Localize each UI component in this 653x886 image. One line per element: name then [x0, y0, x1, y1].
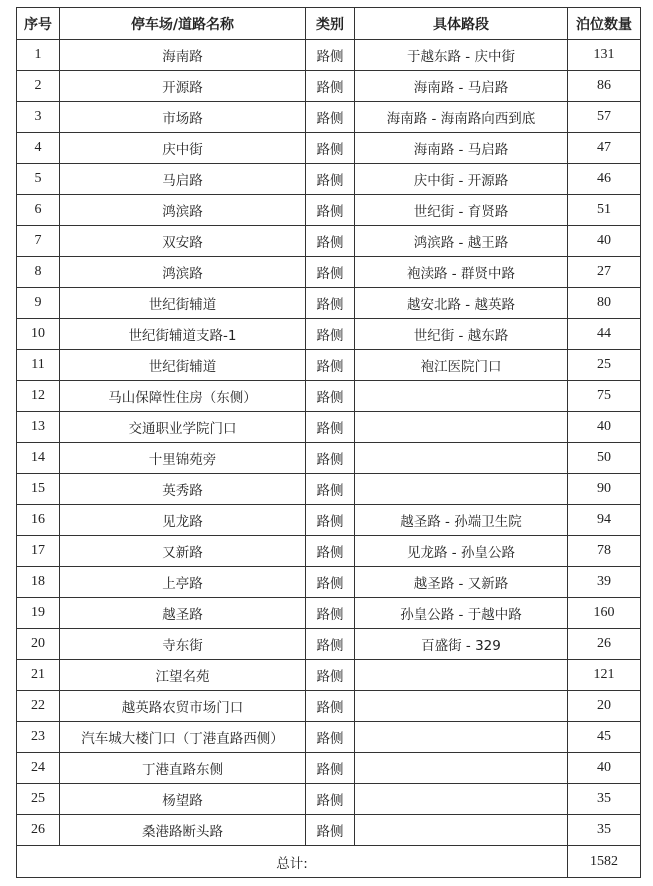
- cell-type: 路侧: [306, 753, 355, 784]
- cell-section: 袍江医院门口: [355, 350, 568, 381]
- cell-spaces: 27: [568, 257, 641, 288]
- cell-section: 世纪街 - 育贤路: [355, 195, 568, 226]
- cell-section: [355, 660, 568, 691]
- cell-spaces: 51: [568, 195, 641, 226]
- cell-index: 10: [17, 319, 60, 350]
- header-section: 具体路段: [355, 8, 568, 40]
- cell-spaces: 86: [568, 71, 641, 102]
- table-row: [17, 567, 641, 598]
- cell-index: 14: [17, 443, 60, 474]
- table-row: [17, 753, 641, 784]
- cell-index: 5: [17, 164, 60, 195]
- cell-section: 袍渎路 - 群贤中路: [355, 257, 568, 288]
- cell-section: 于越东路 - 庆中街: [355, 40, 568, 71]
- cell-section: 鸿滨路 - 越王路: [355, 226, 568, 257]
- cell-name: 又新路: [60, 536, 306, 567]
- cell-index: 21: [17, 660, 60, 691]
- cell-type: 路侧: [306, 567, 355, 598]
- header-row: [17, 8, 641, 40]
- table-row: [17, 195, 641, 226]
- cell-type: 路侧: [306, 443, 355, 474]
- cell-section: 海南路 - 海南路向西到底: [355, 102, 568, 133]
- cell-spaces: 80: [568, 288, 641, 319]
- cell-type: 路侧: [306, 257, 355, 288]
- cell-index: 13: [17, 412, 60, 443]
- cell-spaces: 40: [568, 412, 641, 443]
- table-row: [17, 257, 641, 288]
- cell-index: 8: [17, 257, 60, 288]
- cell-type: 路侧: [306, 195, 355, 226]
- cell-name: 开源路: [60, 71, 306, 102]
- cell-section: [355, 753, 568, 784]
- cell-name: 世纪街辅道: [60, 288, 306, 319]
- cell-spaces: 25: [568, 350, 641, 381]
- cell-index: 26: [17, 815, 60, 846]
- cell-spaces: 46: [568, 164, 641, 195]
- cell-index: 4: [17, 133, 60, 164]
- cell-index: 16: [17, 505, 60, 536]
- cell-name: 越英路农贸市场门口: [60, 691, 306, 722]
- cell-name: 世纪街辅道支路-1: [60, 319, 306, 350]
- cell-type: 路侧: [306, 598, 355, 629]
- cell-section: 世纪街 - 越东路: [355, 319, 568, 350]
- cell-type: 路侧: [306, 350, 355, 381]
- cell-name: 鸿滨路: [60, 195, 306, 226]
- total-row: [17, 846, 641, 878]
- cell-section: [355, 412, 568, 443]
- cell-spaces: 26: [568, 629, 641, 660]
- cell-name: 丁港直路东侧: [60, 753, 306, 784]
- cell-spaces: 50: [568, 443, 641, 474]
- parking-table: [16, 7, 641, 878]
- cell-name: 双安路: [60, 226, 306, 257]
- cell-spaces: 44: [568, 319, 641, 350]
- cell-name: 寺东街: [60, 629, 306, 660]
- cell-index: 25: [17, 784, 60, 815]
- header-index: 序号: [17, 8, 60, 40]
- cell-name: 市场路: [60, 102, 306, 133]
- table-row: [17, 722, 641, 753]
- cell-type: 路侧: [306, 381, 355, 412]
- table-row: [17, 443, 641, 474]
- cell-type: 路侧: [306, 660, 355, 691]
- cell-type: 路侧: [306, 71, 355, 102]
- cell-section: [355, 815, 568, 846]
- table-row: [17, 40, 641, 71]
- cell-type: 路侧: [306, 102, 355, 133]
- cell-index: 15: [17, 474, 60, 505]
- cell-section: 海南路 - 马启路: [355, 133, 568, 164]
- cell-spaces: 35: [568, 815, 641, 846]
- cell-type: 路侧: [306, 164, 355, 195]
- cell-type: 路侧: [306, 629, 355, 660]
- cell-name: 马山保障性住房（东侧）: [60, 381, 306, 412]
- total-value: 1582: [568, 846, 641, 878]
- cell-type: 路侧: [306, 319, 355, 350]
- cell-spaces: 35: [568, 784, 641, 815]
- cell-index: 20: [17, 629, 60, 660]
- cell-section: [355, 722, 568, 753]
- cell-spaces: 78: [568, 536, 641, 567]
- cell-section: [355, 784, 568, 815]
- cell-section: 海南路 - 马启路: [355, 71, 568, 102]
- cell-name: 汽车城大楼门口（丁港直路西侧）: [60, 722, 306, 753]
- table-row: [17, 629, 641, 660]
- header-name: 停车场/道路名称: [60, 8, 306, 40]
- header-spaces: 泊位数量: [568, 8, 641, 40]
- cell-type: 路侧: [306, 288, 355, 319]
- cell-spaces: 131: [568, 40, 641, 71]
- cell-index: 3: [17, 102, 60, 133]
- cell-index: 9: [17, 288, 60, 319]
- cell-spaces: 47: [568, 133, 641, 164]
- table-row: [17, 815, 641, 846]
- table-row: [17, 412, 641, 443]
- table-row: [17, 784, 641, 815]
- cell-index: 17: [17, 536, 60, 567]
- cell-name: 世纪街辅道: [60, 350, 306, 381]
- cell-name: 江望名苑: [60, 660, 306, 691]
- cell-section: [355, 381, 568, 412]
- cell-spaces: 40: [568, 226, 641, 257]
- cell-name: 马启路: [60, 164, 306, 195]
- table-row: [17, 536, 641, 567]
- cell-name: 桑港路断头路: [60, 815, 306, 846]
- cell-index: 7: [17, 226, 60, 257]
- cell-index: 2: [17, 71, 60, 102]
- cell-section: [355, 691, 568, 722]
- table-row: [17, 226, 641, 257]
- cell-type: 路侧: [306, 722, 355, 753]
- cell-type: 路侧: [306, 505, 355, 536]
- cell-spaces: 160: [568, 598, 641, 629]
- cell-index: 18: [17, 567, 60, 598]
- total-label: 总计:: [17, 846, 568, 878]
- cell-spaces: 20: [568, 691, 641, 722]
- table-row: [17, 660, 641, 691]
- cell-spaces: 57: [568, 102, 641, 133]
- table-row: [17, 691, 641, 722]
- table-row: [17, 164, 641, 195]
- table-row: [17, 381, 641, 412]
- cell-index: 1: [17, 40, 60, 71]
- table-row: [17, 474, 641, 505]
- table-row: [17, 288, 641, 319]
- table-footer: [17, 846, 641, 878]
- cell-name: 庆中街: [60, 133, 306, 164]
- cell-section: 孙皇公路 - 于越中路: [355, 598, 568, 629]
- cell-section: 越圣路 - 孙端卫生院: [355, 505, 568, 536]
- table-row: [17, 350, 641, 381]
- cell-section: [355, 443, 568, 474]
- table-row: [17, 598, 641, 629]
- cell-spaces: 90: [568, 474, 641, 505]
- cell-type: 路侧: [306, 133, 355, 164]
- cell-spaces: 75: [568, 381, 641, 412]
- cell-name: 鸿滨路: [60, 257, 306, 288]
- cell-name: 见龙路: [60, 505, 306, 536]
- cell-index: 23: [17, 722, 60, 753]
- cell-type: 路侧: [306, 691, 355, 722]
- cell-spaces: 39: [568, 567, 641, 598]
- table-body: [17, 40, 641, 846]
- table-row: [17, 71, 641, 102]
- cell-index: 24: [17, 753, 60, 784]
- cell-spaces: 121: [568, 660, 641, 691]
- cell-section: 庆中街 - 开源路: [355, 164, 568, 195]
- table-row: [17, 133, 641, 164]
- table-header: [17, 8, 641, 40]
- cell-name: 海南路: [60, 40, 306, 71]
- cell-type: 路侧: [306, 815, 355, 846]
- cell-type: 路侧: [306, 412, 355, 443]
- cell-type: 路侧: [306, 784, 355, 815]
- cell-spaces: 45: [568, 722, 641, 753]
- cell-type: 路侧: [306, 226, 355, 257]
- cell-index: 6: [17, 195, 60, 226]
- cell-name: 交通职业学院门口: [60, 412, 306, 443]
- cell-name: 十里锦苑旁: [60, 443, 306, 474]
- cell-section: 越安北路 - 越英路: [355, 288, 568, 319]
- cell-index: 19: [17, 598, 60, 629]
- cell-spaces: 40: [568, 753, 641, 784]
- cell-name: 上亭路: [60, 567, 306, 598]
- cell-index: 12: [17, 381, 60, 412]
- cell-type: 路侧: [306, 536, 355, 567]
- cell-section: 见龙路 - 孙皇公路: [355, 536, 568, 567]
- header-type: 类别: [306, 8, 355, 40]
- cell-type: 路侧: [306, 474, 355, 505]
- cell-type: 路侧: [306, 40, 355, 71]
- table-row: [17, 102, 641, 133]
- cell-section: 百盛街 - 329: [355, 629, 568, 660]
- cell-name: 英秀路: [60, 474, 306, 505]
- cell-name: 杨望路: [60, 784, 306, 815]
- cell-index: 22: [17, 691, 60, 722]
- table-row: [17, 505, 641, 536]
- cell-section: 越圣路 - 又新路: [355, 567, 568, 598]
- table-row: [17, 319, 641, 350]
- cell-section: [355, 474, 568, 505]
- cell-index: 11: [17, 350, 60, 381]
- cell-spaces: 94: [568, 505, 641, 536]
- cell-name: 越圣路: [60, 598, 306, 629]
